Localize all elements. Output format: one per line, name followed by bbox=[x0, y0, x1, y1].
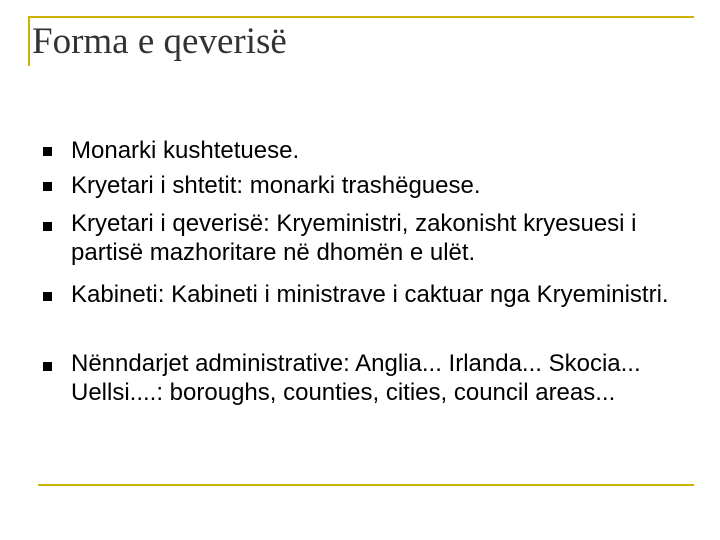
bullet-text: Monarki kushtetuese. bbox=[71, 137, 300, 164]
slide-title: Forma e qeverisë bbox=[32, 21, 287, 62]
square-bullet-icon bbox=[43, 362, 52, 371]
bullet-text: Kabineti: Kabineti i ministrave i caktuar nga Kryeministri. bbox=[71, 281, 669, 308]
footer-rule bbox=[38, 484, 694, 486]
square-bullet-icon bbox=[43, 182, 52, 191]
square-bullet-icon bbox=[43, 147, 52, 156]
title-rule-top bbox=[28, 16, 694, 18]
square-bullet-icon bbox=[43, 222, 52, 231]
title-rule-left bbox=[28, 16, 30, 66]
bullet-text: Nënndarjet administrative: Anglia... Irlanda... Skocia... Uellsi....: boroughs, counties, cities, council areas... bbox=[71, 350, 641, 406]
bullet-text: Kryetari i shtetit: monarki trashëguese. bbox=[71, 172, 481, 199]
bullet-text: Kryetari i qeverisë: Kryeministri, zakonisht kryesuesi i partisë mazhoritare në dhomën e ulët. bbox=[71, 210, 637, 266]
square-bullet-icon bbox=[43, 292, 52, 301]
